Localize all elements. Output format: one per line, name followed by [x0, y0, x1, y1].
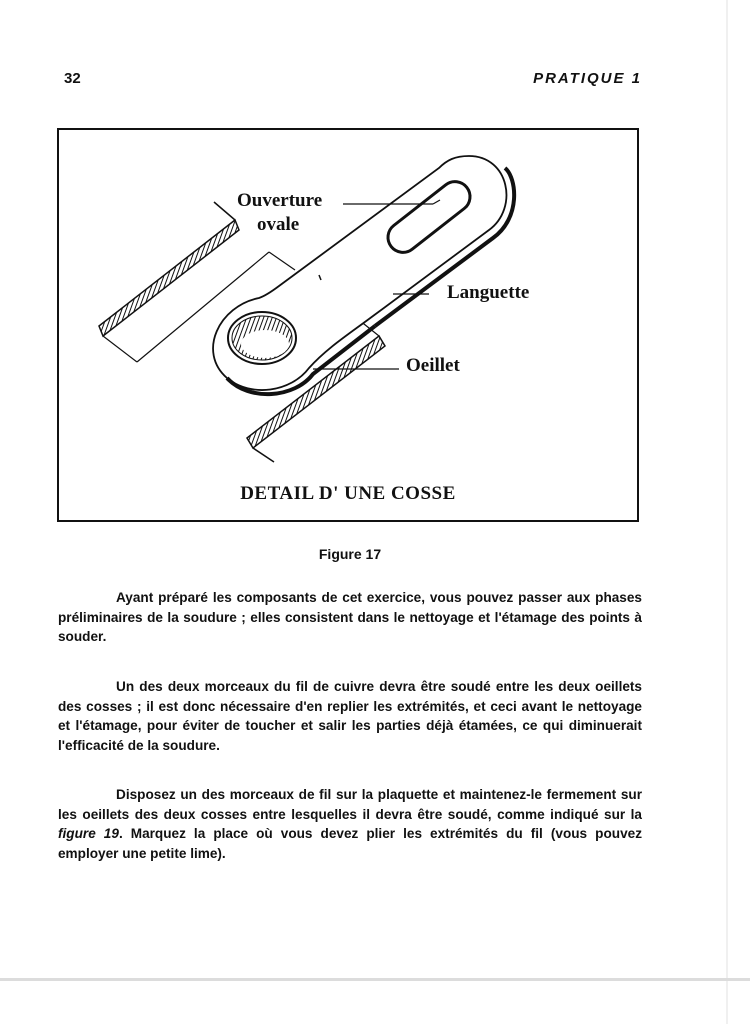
label-ovale: ovale	[257, 214, 300, 235]
paragraph-2-text: Un des deux morceaux du fil de cuivre devra être soudé entre les deux oeillets des cosses ; il est donc nécessaire d'en replier les extrémités, et ceci avant le nettoyage et l'étamage, pour éviter de toucher et salir les parties déjà étamées, ce qui diminuerait l'efficacité de la soudure.	[58, 679, 642, 753]
cosse-illustration	[59, 130, 637, 520]
paragraph-1-text: Ayant préparé les composants de cet exercice, vous pouvez passer aux phases préliminaires de la soudure ; elles consistent dans le nettoyage et l'étamage des points à souder.	[58, 590, 642, 644]
page-number: 32	[64, 70, 81, 87]
label-oeillet: Oeillet	[406, 355, 460, 376]
running-head: PRATIQUE 1	[533, 70, 642, 87]
scan-border-line	[0, 978, 750, 981]
label-ouverture: Ouverture	[237, 190, 323, 211]
label-languette: Languette	[447, 282, 530, 303]
paragraph-3-text: Disposez un des morceaux de fil sur la plaquette et maintenez-le fermement sur les oeillets des deux cosses entre lesquelles il devra être soudé, comme indiqué sur la	[58, 787, 642, 822]
figure-caption: Figure 17	[318, 546, 382, 562]
paragraph-2	[58, 677, 642, 755]
paragraph-3	[58, 785, 642, 863]
figure-reference: figure 19	[58, 826, 119, 841]
scan-edge	[726, 0, 728, 1024]
paragraph-1	[58, 588, 642, 647]
figure-title: DETAIL D' UNE COSSE	[240, 483, 456, 504]
paragraph-3-text-end: . Marquez la place où vous devez plier les extrémités du fil (vous pouvez employer une petite lime).	[58, 826, 642, 861]
figure-frame	[57, 128, 639, 522]
